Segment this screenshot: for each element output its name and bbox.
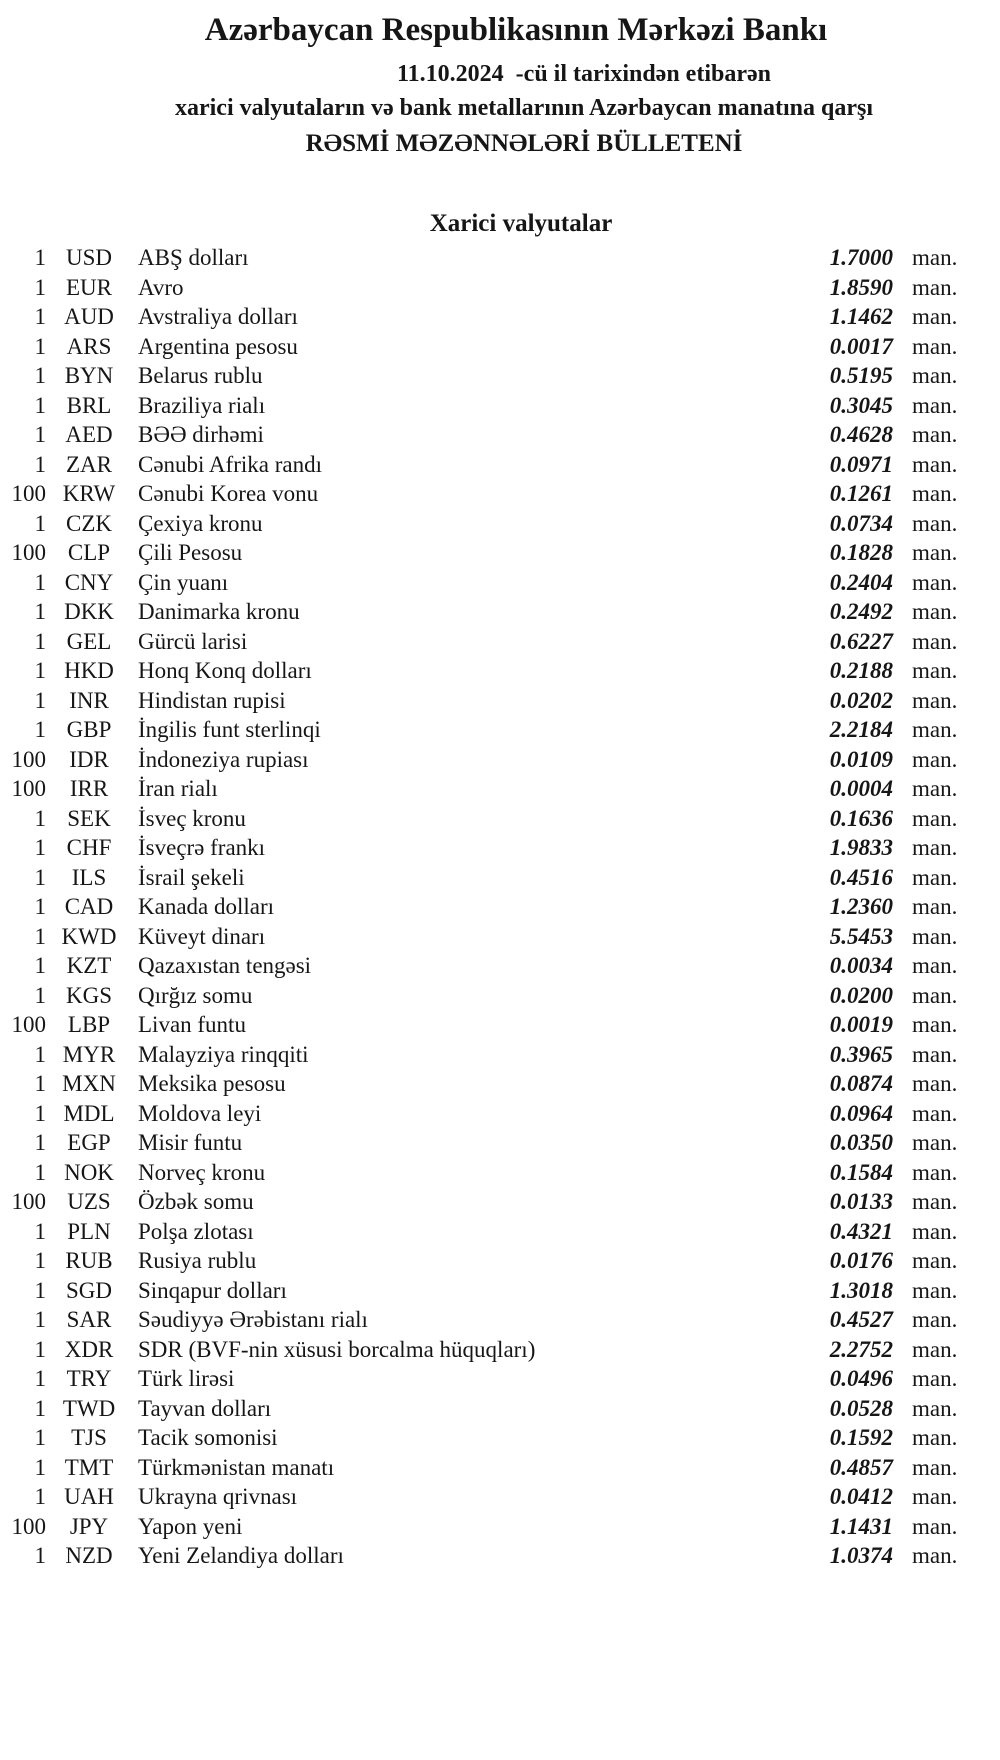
unit-label: man. [912, 746, 958, 772]
currency-code: XDR [64, 1336, 114, 1362]
currency-code: PLN [67, 1218, 111, 1244]
currency-rate: 1.8590 [829, 274, 893, 300]
currency-rate-row [0, 1099, 1000, 1129]
currency-rate-row [0, 863, 1000, 893]
currency-rate-row [0, 332, 1000, 362]
currency-code: SAR [66, 1307, 112, 1332]
unit-label: man. [912, 658, 958, 683]
currency-code: TMT [64, 1454, 114, 1480]
currency-rate: 0.2188 [829, 658, 893, 683]
currency-rate-row [0, 656, 1000, 686]
unit-label: man. [912, 1366, 958, 1391]
unit-label: man. [912, 569, 958, 595]
currency-rate-row [0, 1394, 1000, 1424]
currency-name: Qazaxıstan tengəsi [138, 953, 312, 978]
currency-quantity: 1 [34, 923, 46, 949]
currency-quantity: 100 [11, 1513, 46, 1539]
currency-code: ZAR [66, 451, 112, 477]
currency-rate-row [0, 450, 1000, 480]
unit-label: man. [912, 1307, 958, 1332]
currency-code: INR [69, 687, 109, 713]
currency-rate: 0.0874 [829, 1071, 893, 1096]
effective-date: 11.10.2024 [396, 61, 504, 87]
currency-quantity: 1 [34, 599, 46, 624]
currency-name: Belarus rublu [138, 363, 263, 388]
unit-label: man. [912, 333, 958, 359]
currency-name: Türkmənistan manatı [138, 1454, 335, 1480]
currency-name: Honq Konq dolları [138, 658, 312, 683]
unit-label: man. [912, 599, 958, 624]
currency-code: GBP [66, 717, 112, 742]
currency-quantity: 1 [34, 1041, 46, 1067]
unit-label: man. [912, 1454, 958, 1480]
currency-rate: 0.1592 [829, 1425, 893, 1450]
currency-name: Misir funtu [138, 1130, 243, 1155]
currency-rate-row [0, 597, 1000, 627]
currency-code: SGD [65, 1277, 112, 1303]
currency-rate-row [0, 479, 1000, 509]
currency-rate-row [0, 833, 1000, 863]
currency-rate-row [0, 568, 1000, 598]
currency-rate: 5.5453 [829, 923, 893, 949]
currency-rate: 0.1828 [829, 540, 893, 565]
effective-date-suffix: -cü il tarixindən etibarən [515, 61, 771, 87]
currency-quantity: 1 [34, 1395, 46, 1421]
unit-label: man. [912, 864, 958, 890]
currency-code: MYR [62, 1041, 116, 1067]
unit-label: man. [912, 1130, 958, 1155]
currency-quantity: 1 [34, 1307, 46, 1332]
currency-rate-row [0, 420, 1000, 450]
unit-label: man. [912, 245, 958, 270]
currency-name: Livan funtu [138, 1012, 246, 1037]
currency-rate: 1.7000 [829, 245, 893, 270]
currency-code: ILS [71, 864, 107, 890]
currency-name: Gürcü larisi [138, 628, 248, 654]
currency-name: İsrail şekeli [138, 864, 245, 890]
currency-quantity: 1 [34, 422, 46, 447]
currency-rate-row [0, 1335, 1000, 1365]
currency-name: Moldova leyi [138, 1100, 262, 1126]
currency-rate-row [0, 1364, 1000, 1394]
currency-rate-row [0, 1069, 1000, 1099]
currency-quantity: 1 [34, 864, 46, 890]
currency-code: KRW [62, 481, 116, 506]
currency-rate: 0.0109 [829, 746, 893, 772]
currency-rate: 1.1431 [829, 1513, 893, 1539]
currency-name: Meksika pesosu [138, 1071, 286, 1096]
currency-rate: 1.0374 [829, 1543, 893, 1568]
unit-label: man. [912, 274, 958, 300]
currency-code: DKK [64, 599, 114, 624]
currency-rate-row [0, 627, 1000, 657]
currency-rate: 0.0528 [829, 1395, 893, 1421]
currency-code: HKD [64, 658, 114, 683]
currency-quantity: 1 [34, 392, 46, 418]
section-title-foreign-currencies: Xarici valyutalar [429, 210, 613, 237]
currency-rate: 2.2752 [829, 1336, 893, 1362]
unit-label: man. [912, 451, 958, 477]
currency-rate-row [0, 745, 1000, 775]
unit-label: man. [912, 1425, 958, 1450]
currency-name: Malayziya rinqqiti [138, 1041, 309, 1067]
unit-label: man. [912, 363, 958, 388]
currency-rate: 0.1636 [829, 805, 893, 831]
currency-code: KZT [66, 953, 112, 978]
currency-rate-row [0, 243, 1000, 273]
unit-label: man. [912, 1395, 958, 1421]
currency-code: TWD [62, 1395, 116, 1421]
currency-quantity: 1 [34, 510, 46, 536]
currency-quantity: 1 [34, 1130, 46, 1155]
currency-code: CLP [67, 540, 111, 565]
currency-quantity: 1 [34, 805, 46, 831]
currency-quantity: 1 [34, 1543, 46, 1568]
bulletin-subtitle: xarici valyutaların və bank metallarının Azərbaycan manatına qarşı [174, 95, 873, 121]
currency-code: IRR [69, 776, 109, 801]
currency-code: TRY [66, 1366, 112, 1391]
currency-rate: 2.2184 [829, 717, 893, 742]
currency-code: CZK [66, 510, 112, 536]
currency-rate-row [0, 538, 1000, 568]
currency-rate-row [0, 951, 1000, 981]
currency-rate: 0.4628 [829, 422, 893, 447]
currency-quantity: 100 [11, 746, 46, 772]
unit-label: man. [912, 1012, 958, 1037]
currency-quantity: 1 [34, 835, 46, 860]
currency-rate: 0.0019 [829, 1012, 893, 1037]
currency-quantity: 1 [34, 658, 46, 683]
currency-code: EGP [67, 1130, 111, 1155]
currency-name: Rusiya rublu [138, 1248, 257, 1273]
unit-label: man. [912, 1041, 958, 1067]
currency-rate-row [0, 273, 1000, 303]
currency-quantity: 1 [34, 304, 46, 329]
currency-rate-row [0, 686, 1000, 716]
currency-code: USD [65, 245, 112, 270]
currency-rate-row [0, 1482, 1000, 1512]
currency-rate-row [0, 1040, 1000, 1070]
currency-rate: 0.4527 [829, 1307, 893, 1332]
unit-label: man. [912, 392, 958, 418]
currency-rate: 0.0004 [829, 776, 893, 801]
currency-rate: 0.0964 [829, 1100, 893, 1126]
currency-name: İndoneziya rupiası [138, 746, 309, 772]
currency-rate: 0.0734 [829, 510, 893, 536]
currency-rate-row [0, 1217, 1000, 1247]
currency-rate: 1.2360 [829, 894, 893, 919]
currency-rate: 1.9833 [829, 835, 893, 860]
currency-code: AED [65, 422, 113, 447]
unit-label: man. [912, 805, 958, 831]
currency-quantity: 1 [34, 1484, 46, 1509]
currency-code: MXN [62, 1071, 116, 1096]
currency-rate: 0.0176 [829, 1248, 893, 1273]
currency-quantity: 1 [34, 687, 46, 713]
unit-label: man. [912, 1277, 958, 1303]
currency-name: Yapon yeni [138, 1513, 243, 1539]
currency-rate: 0.6227 [829, 628, 893, 654]
currency-name: Özbək somu [138, 1189, 254, 1214]
currency-rate-row [0, 892, 1000, 922]
currency-rate-row [0, 1158, 1000, 1188]
unit-label: man. [912, 894, 958, 919]
bank-title: Azərbaycan Respublikasının Mərkəzi Bankı [204, 12, 828, 48]
currency-name: Türk lirəsi [138, 1366, 235, 1391]
currency-name: SDR (BVF-nin xüsusi borcalma hüquqları) [138, 1336, 536, 1362]
currency-rate: 0.0496 [829, 1366, 893, 1391]
currency-rate: 0.4516 [829, 864, 893, 890]
currency-name: Norveç kronu [138, 1159, 266, 1185]
currency-rate: 0.1261 [829, 481, 893, 506]
currency-rate-row [0, 361, 1000, 391]
unit-label: man. [912, 1189, 958, 1214]
currency-rate-row [0, 922, 1000, 952]
currency-code: NOK [64, 1159, 114, 1185]
currency-code: CAD [64, 894, 114, 919]
currency-quantity: 100 [11, 481, 46, 506]
currency-rate-row [0, 1276, 1000, 1306]
currency-code: GEL [66, 628, 112, 654]
currency-rate-row [0, 1305, 1000, 1335]
currency-rate: 0.3965 [829, 1041, 893, 1067]
currency-name: Küveyt dinarı [138, 923, 266, 949]
currency-rate-row [0, 1512, 1000, 1542]
unit-label: man. [912, 1543, 958, 1568]
currency-name: İsveç kronu [138, 805, 246, 831]
currency-rate: 0.0034 [829, 953, 893, 978]
currency-quantity: 1 [34, 1366, 46, 1391]
currency-quantity: 1 [34, 1071, 46, 1096]
currency-rate: 0.0017 [829, 333, 893, 359]
unit-label: man. [912, 481, 958, 506]
currency-name: ABŞ dolları [138, 245, 249, 270]
currency-name: Səudiyyə Ərəbistanı rialı [138, 1307, 368, 1332]
unit-label: man. [912, 510, 958, 536]
unit-label: man. [912, 776, 958, 801]
currency-rate: 0.0202 [829, 687, 893, 713]
currency-name: Danimarka kronu [138, 599, 300, 624]
effective-date-line [84, 61, 1000, 88]
currency-rate: 0.4321 [829, 1218, 893, 1244]
currency-quantity: 1 [34, 1425, 46, 1450]
currency-rate-row [0, 981, 1000, 1011]
currency-quantity: 1 [34, 982, 46, 1008]
currency-code: BYN [64, 363, 114, 388]
currency-quantity: 1 [34, 1100, 46, 1126]
currency-rate-row [0, 302, 1000, 332]
currency-rate-row [0, 1246, 1000, 1276]
currency-name: Argentina pesosu [138, 333, 298, 359]
currency-name: Cənubi Korea vonu [138, 481, 319, 506]
unit-label: man. [912, 687, 958, 713]
unit-label: man. [912, 1248, 958, 1273]
currency-quantity: 1 [34, 1159, 46, 1185]
currency-code: IDR [69, 746, 109, 772]
unit-label: man. [912, 422, 958, 447]
currency-name: Çin yuanı [138, 569, 229, 595]
currency-quantity: 1 [34, 1248, 46, 1273]
unit-label: man. [912, 1336, 958, 1362]
currency-rate: 1.1462 [829, 304, 893, 329]
currency-rate-row [0, 715, 1000, 745]
currency-code: TJS [71, 1425, 107, 1450]
currency-quantity: 1 [34, 333, 46, 359]
currency-name: Tacik somonisi [138, 1425, 278, 1450]
currency-quantity: 1 [34, 1277, 46, 1303]
currency-rate: 0.2404 [829, 569, 893, 595]
currency-code: RUB [65, 1248, 113, 1273]
currency-quantity: 100 [11, 540, 46, 565]
currency-quantity: 1 [34, 1336, 46, 1362]
currency-name: Ukrayna qrivnası [138, 1484, 298, 1509]
currency-rate-row [0, 1187, 1000, 1217]
currency-rate-row [0, 1453, 1000, 1483]
unit-label: man. [912, 1218, 958, 1244]
currency-rate-row [0, 509, 1000, 539]
currency-name: İran rialı [138, 776, 218, 801]
currency-name: Cənubi Afrika randı [138, 451, 322, 477]
currency-name: Hindistan rupisi [138, 687, 286, 713]
currency-name: İsveçrə frankı [138, 835, 266, 860]
currency-code: UAH [64, 1484, 114, 1509]
currency-code: SEK [67, 805, 111, 831]
currency-quantity: 1 [34, 274, 46, 300]
bulletin-title: RƏSMİ MƏZƏNNƏLƏRİ BÜLLETENİ [305, 130, 743, 157]
currency-name: Avro [138, 274, 184, 300]
currency-name: İngilis funt sterlinqi [138, 717, 321, 742]
unit-label: man. [912, 540, 958, 565]
currency-rate-row [0, 391, 1000, 421]
unit-label: man. [912, 1159, 958, 1185]
currency-rate-row [0, 1128, 1000, 1158]
currency-rate-row [0, 1541, 1000, 1571]
currency-name: Sinqapur dolları [138, 1277, 287, 1303]
currency-quantity: 1 [34, 628, 46, 654]
unit-label: man. [912, 1100, 958, 1126]
currency-rate-row [0, 774, 1000, 804]
currency-name: Yeni Zelandiya dolları [138, 1543, 344, 1568]
currency-code: CHF [66, 835, 112, 860]
unit-label: man. [912, 304, 958, 329]
currency-code: MDL [63, 1100, 115, 1126]
currency-code: EUR [66, 274, 112, 300]
currency-quantity: 1 [34, 1454, 46, 1480]
currency-name: Braziliya rialı [138, 392, 266, 418]
unit-label: man. [912, 628, 958, 654]
currency-name: Kanada dolları [138, 894, 275, 919]
currency-quantity: 1 [34, 245, 46, 270]
currency-code: LBP [67, 1012, 111, 1037]
currency-quantity: 1 [34, 451, 46, 477]
currency-code: ARS [66, 333, 112, 359]
currency-code: KWD [61, 923, 117, 949]
currency-quantity: 100 [11, 1189, 46, 1214]
currency-quantity: 1 [34, 1218, 46, 1244]
currency-rate: 0.0200 [829, 982, 893, 1008]
unit-label: man. [912, 835, 958, 860]
currency-rate-row [0, 804, 1000, 834]
currency-quantity: 1 [34, 953, 46, 978]
unit-label: man. [912, 982, 958, 1008]
currency-name: Çili Pesosu [138, 540, 243, 565]
currency-quantity: 100 [11, 776, 46, 801]
currency-quantity: 1 [34, 569, 46, 595]
currency-rate: 0.4857 [829, 1454, 893, 1480]
currency-name: Avstraliya dolları [138, 304, 298, 329]
currency-rate: 0.1584 [829, 1159, 893, 1185]
currency-rate: 0.5195 [829, 363, 893, 388]
currency-rate: 0.0350 [829, 1130, 893, 1155]
unit-label: man. [912, 1513, 958, 1539]
currency-rate: 0.0971 [829, 451, 893, 477]
currency-rate: 0.0133 [829, 1189, 893, 1214]
currency-code: BRL [66, 392, 112, 418]
currency-rates-table [0, 243, 1000, 1571]
unit-label: man. [912, 923, 958, 949]
currency-code: AUD [64, 304, 114, 329]
currency-rate: 0.0412 [829, 1484, 893, 1509]
currency-name: Çexiya kronu [138, 510, 263, 536]
unit-label: man. [912, 1484, 958, 1509]
currency-rate-row [0, 1010, 1000, 1040]
currency-code: KGS [65, 982, 112, 1008]
unit-label: man. [912, 717, 958, 742]
currency-name: Qırğız somu [138, 982, 253, 1008]
currency-quantity: 1 [34, 894, 46, 919]
currency-rate: 1.3018 [829, 1277, 893, 1303]
currency-code: JPY [69, 1513, 109, 1539]
currency-rate: 0.2492 [829, 599, 893, 624]
unit-label: man. [912, 953, 958, 978]
currency-code: CNY [64, 569, 114, 595]
unit-label: man. [912, 1071, 958, 1096]
currency-quantity: 1 [34, 717, 46, 742]
currency-name: Tayvan dolları [138, 1395, 272, 1421]
currency-quantity: 100 [11, 1012, 46, 1037]
currency-quantity: 1 [34, 363, 46, 388]
currency-name: BƏƏ dirhəmi [138, 422, 264, 447]
currency-code: NZD [65, 1543, 113, 1568]
currency-code: UZS [67, 1189, 111, 1214]
currency-name: Polşa zlotası [138, 1218, 254, 1244]
currency-rate-row [0, 1423, 1000, 1453]
currency-rate: 0.3045 [829, 392, 893, 418]
